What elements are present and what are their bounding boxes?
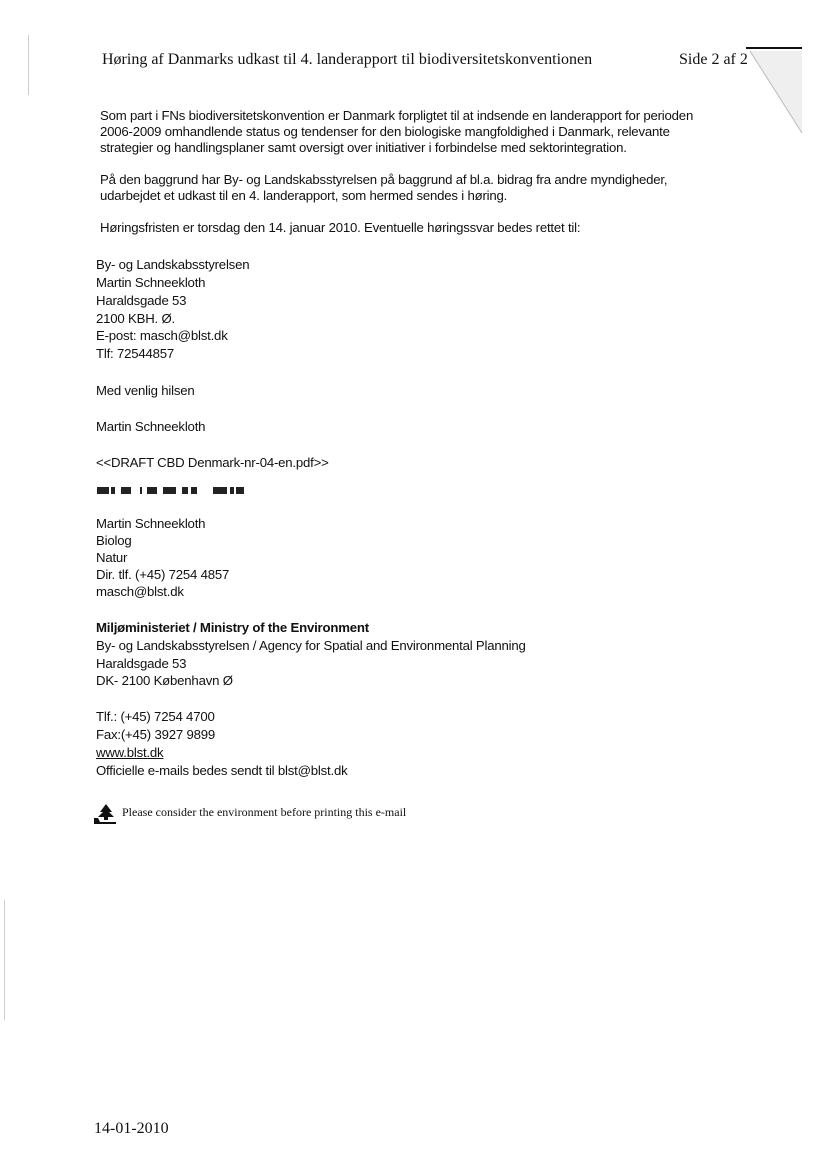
footer-date: 14-01-2010 <box>94 1120 169 1137</box>
ministry-agency: By- og Landskabsstyrelsen / Agency for Spatial and Environmental Planning <box>96 638 526 653</box>
contact-phone: Tlf: 72544857 <box>96 346 175 361</box>
tree-icon <box>94 804 118 824</box>
contact-org: By- og Landskabsstyrelsen <box>96 257 250 272</box>
document-title: Høring af Danmarks udkast til 4. landerapport til biodiversitetskonventionen <box>102 51 593 68</box>
signature-title: Biolog <box>96 533 132 548</box>
signer: Martin Schneekloth <box>96 419 206 434</box>
attachment-name[interactable]: <<DRAFT CBD Denmark-nr-04-en.pdf>> <box>96 455 329 470</box>
greeting: Med venlig hilsen <box>96 383 195 398</box>
ministry-street: Haraldsgade 53 <box>96 656 187 671</box>
text-line: strategier og handlingsplaner samt oversigt over initiativer i forbindelse med sektorintegration. <box>100 140 627 155</box>
ministry-name: Miljøministeriet / Ministry of the Environment <box>96 620 369 635</box>
contact-street: Haraldsgade 53 <box>96 293 187 308</box>
environment-note: Please consider the environment before printing this e-mail <box>122 805 407 819</box>
contact-email: E-post: masch@blst.dk <box>96 328 228 343</box>
signature-phone: Dir. tlf. (+45) 7254 4857 <box>96 567 230 582</box>
contact-city: 2100 KBH. Ø. <box>96 311 175 326</box>
fax-corner-mark <box>746 45 806 135</box>
signature-name: Martin Schneekloth <box>96 516 206 531</box>
contact-name: Martin Schneekloth <box>96 275 206 290</box>
intro-paragraph-1 <box>100 108 693 156</box>
text-line: 2006-2009 omhandlende status og tendenser for den biologiske mangfoldighed i Danmark, relevante <box>100 124 670 139</box>
ministry-website-link[interactable]: www.blst.dk <box>96 745 164 760</box>
text-line: udarbejdet et udkast til en 4. landerapport, som hermed sendes i høring. <box>100 188 508 203</box>
ministry-fax: Fax:(+45) 3927 9899 <box>96 727 216 742</box>
intro-paragraph-2 <box>100 172 667 204</box>
text-line: Som part i FNs biodiversitetskonvention er Danmark forpligtet til at indsende en landerapport for perioden <box>100 108 694 123</box>
scan-edge-mark <box>4 900 5 1020</box>
text-line: På den baggrund har By- og Landskabsstyrelsen på baggrund af bl.a. bidrag fra andre myndigheder, <box>100 172 668 187</box>
scan-edge-mark <box>28 35 29 95</box>
signature-email[interactable]: masch@blst.dk <box>96 584 184 599</box>
ministry-tel: Tlf.: (+45) 7254 4700 <box>96 709 215 724</box>
page-number: Side 2 af 2 <box>679 51 748 68</box>
ministry-city: DK- 2100 København Ø <box>96 673 233 688</box>
signature-dept: Natur <box>96 550 128 565</box>
official-email-note: Officielle e-mails bedes sendt til blst@blst.dk <box>96 763 348 778</box>
deadline-paragraph: Høringsfristen er torsdag den 14. januar 2010. Eventuelle høringssvar bedes rettet til: <box>100 220 581 235</box>
